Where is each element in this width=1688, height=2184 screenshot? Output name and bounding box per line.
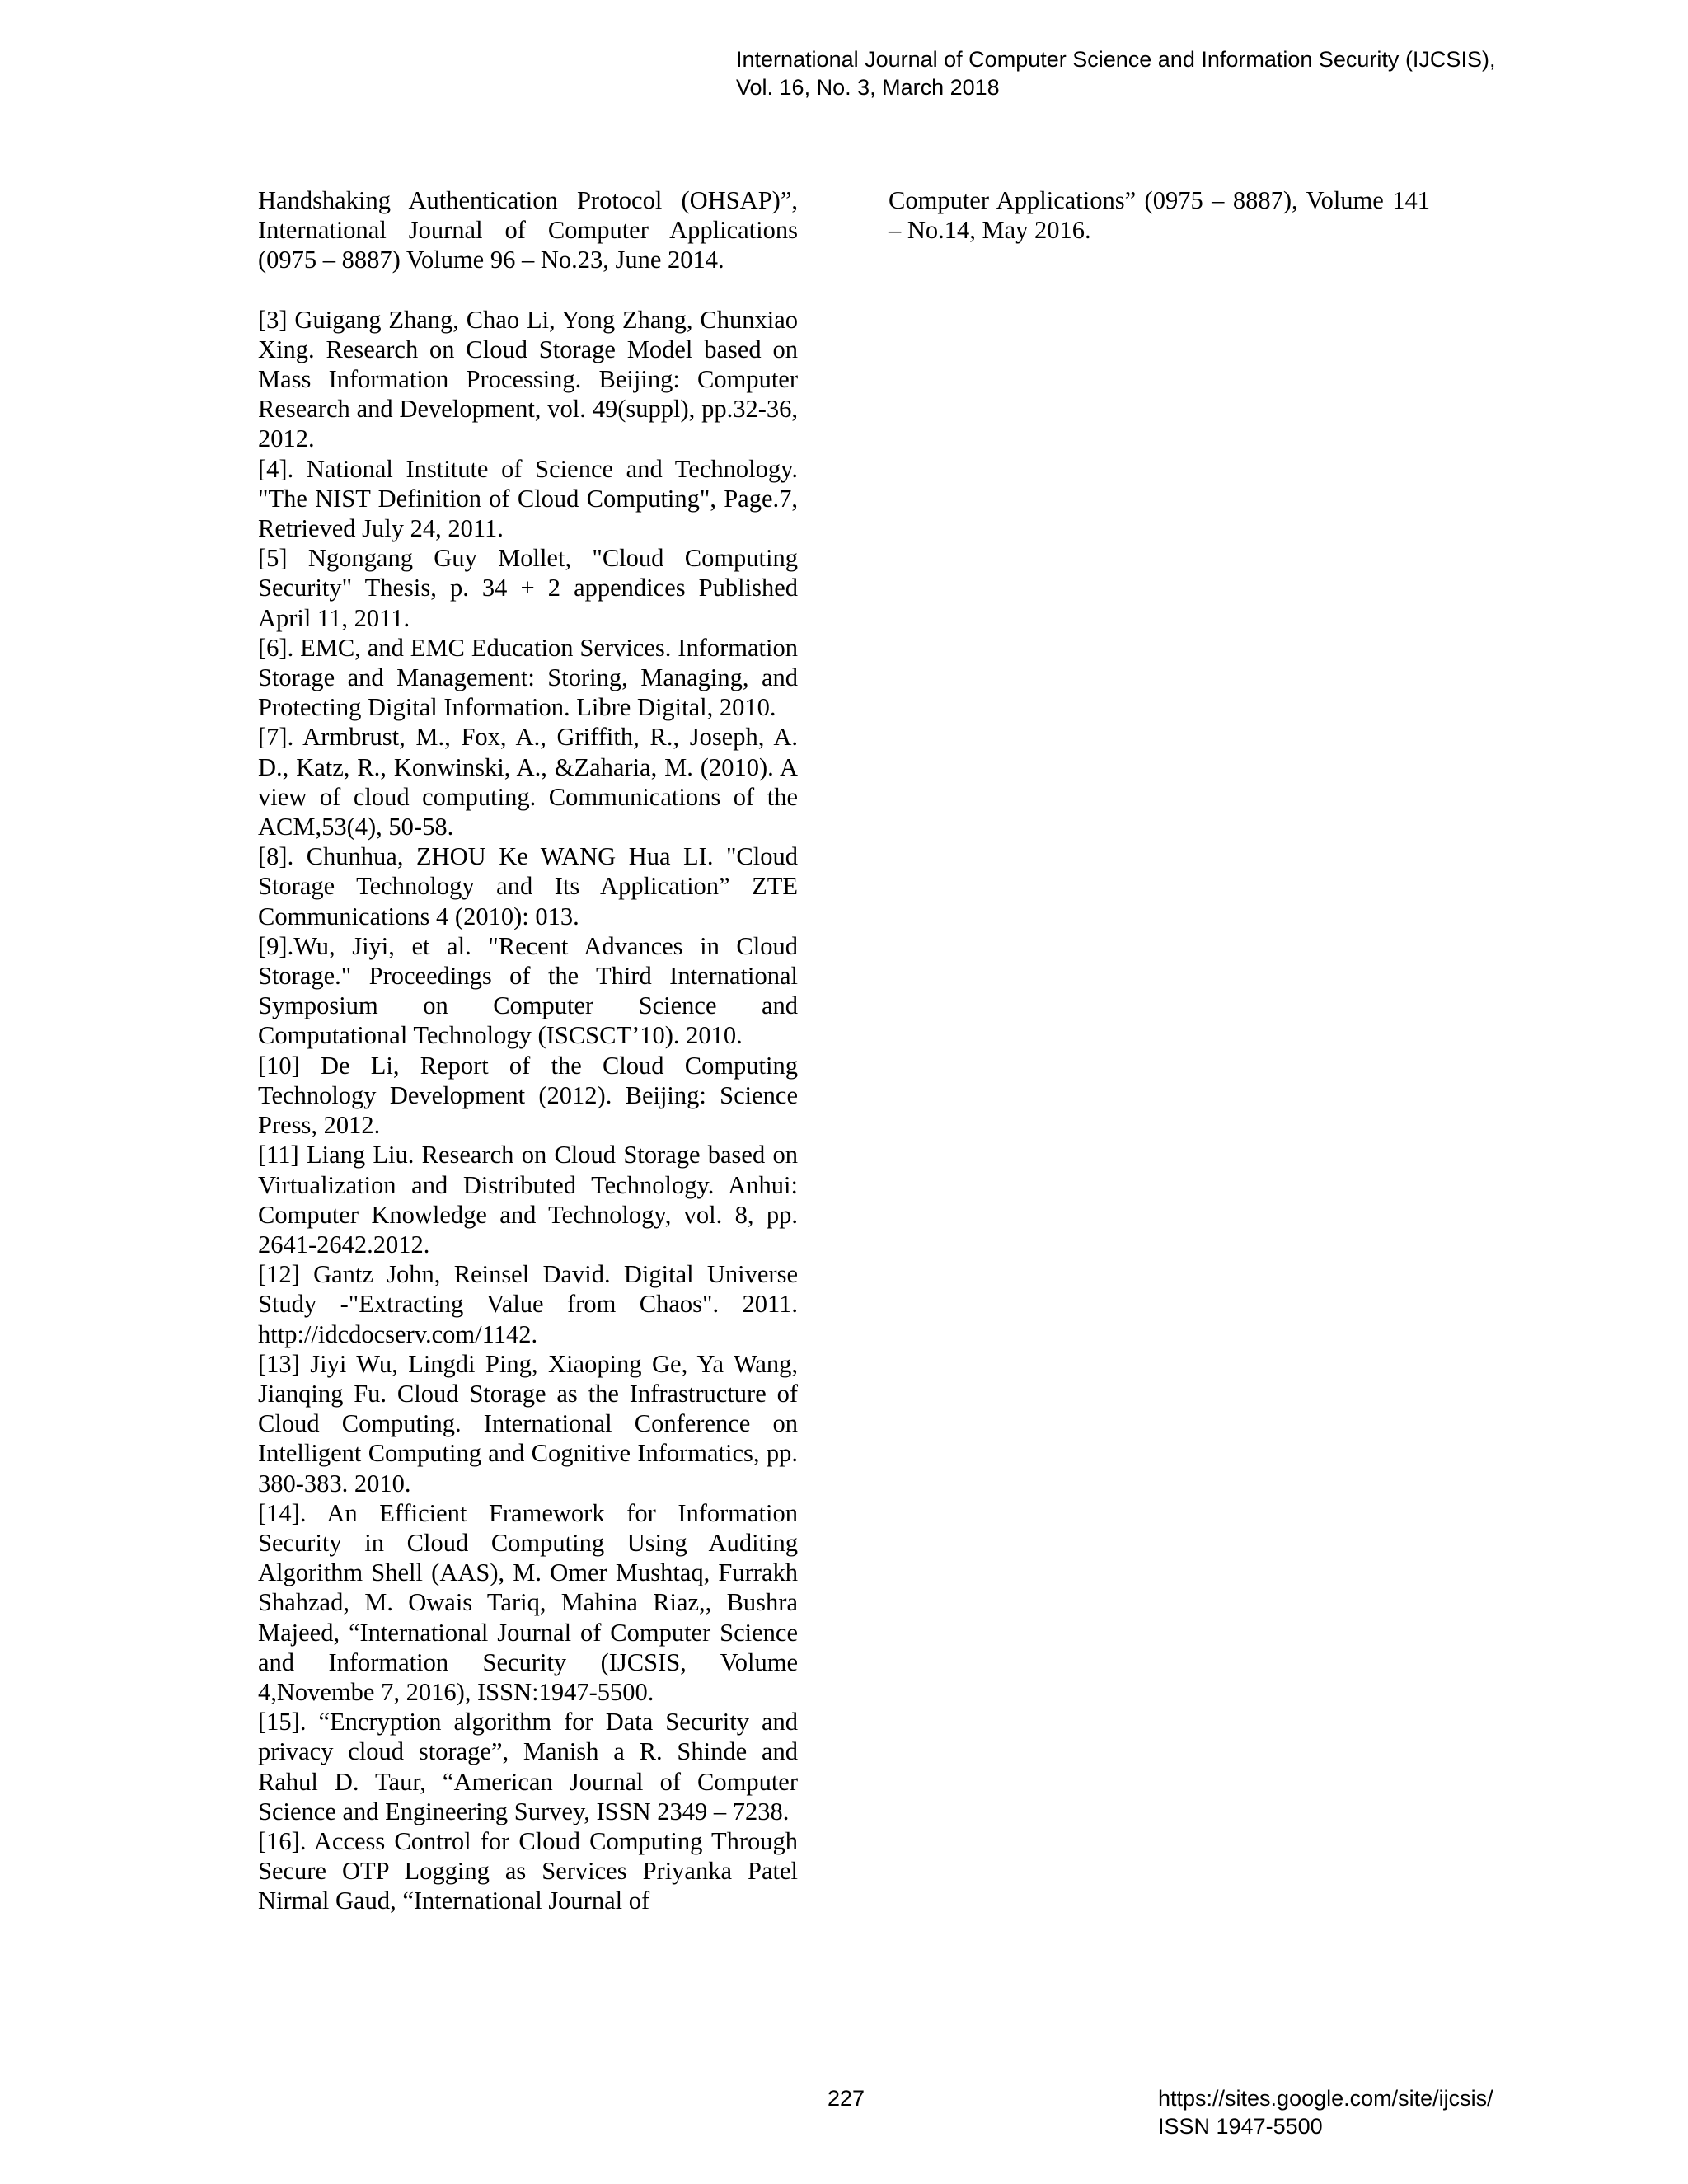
- page-number: 227: [828, 2086, 865, 2111]
- reference-8: [8]. Chunhua, ZHOU Ke WANG Hua LI. "Cloud Storage Technology and Its Application” ZTE Communications 4 (2010): 013.: [258, 842, 798, 930]
- journal-header: [736, 45, 1495, 101]
- reference-7: [7]. Armbrust, M., Fox, A., Griffith, R., Joseph, A. D., Katz, R., Konwinski, A., &Zaharia, M. (2010). A view of cloud computing. Communications of the ACM,53(4), 50-58.: [258, 723, 798, 841]
- journal-footer: [1158, 2084, 1493, 2140]
- reference-3: [3] Guigang Zhang, Chao Li, Yong Zhang, Chunxiao Xing. Research on Cloud Storage Model based on Mass Information Processing. Beijing: Computer Research and Development, vol. 49(suppl), pp.32-36, 2012.: [258, 305, 798, 453]
- reference-15: [15]. “Encryption algorithm for Data Security and privacy cloud storage”, Manish a R. Shinde and Rahul D. Taur, “American Journal of Computer Science and Engineering Survey, ISSN 2349 – 7238.: [258, 1708, 798, 1825]
- journal-header-line2: Vol. 16, No. 3, March 2018: [736, 75, 1000, 100]
- journal-url: https://sites.google.com/site/ijcsis/: [1158, 2086, 1493, 2111]
- right-column: [889, 185, 1430, 245]
- reference-9: [9].Wu, Jiyi, et al. "Recent Advances in Cloud Storage." Proceedings of the Third International Symposium on Computer Science and Computational Technology (ISCSCT’10). 2010.: [258, 931, 798, 1050]
- reference-12: [12] Gantz John, Reinsel David. Digital Universe Study -"Extracting Value from Chaos". 2011. http://idcdocserv.com/1142.: [258, 1260, 798, 1348]
- reference-continuation: Handshaking Authentication Protocol (OHSAP)”, International Journal of Computer Applications (0975 – 8887) Volume 96 – No.23, June 2014.: [258, 186, 798, 274]
- reference-11: [11] Liang Liu. Research on Cloud Storage based on Virtualization and Distributed Technology. Anhui: Computer Knowledge and Technology, vol. 8, pp. 2641-2642.2012.: [258, 1141, 798, 1258]
- reference-6: [6]. EMC, and EMC Education Services. Information Storage and Management: Storing, Managing, and Protecting Digital Information. Libre Digital, 2010.: [258, 633, 798, 722]
- reference-4: [4]. National Institute of Science and Technology. "The NIST Definition of Cloud Computing", Page.7, Retrieved July 24, 2011.: [258, 454, 798, 543]
- reference-13: [13] Jiyi Wu, Lingdi Ping, Xiaoping Ge, Ya Wang, Jianqing Fu. Cloud Storage as the Infrastructure of Cloud Computing. International Conference on Intelligent Computing and Cognitive Informatics, pp. 380-383. 2010.: [258, 1349, 798, 1497]
- reference-10: [10] De Li, Report of the Cloud Computing Technology Development (2012). Beijing: Science Press, 2012.: [258, 1051, 798, 1140]
- left-column: [258, 185, 798, 1916]
- reference-5: [5] Ngongang Guy Mollet, "Cloud Computing Security" Thesis, p. 34 + 2 appendices Published April 11, 2011.: [258, 544, 798, 632]
- journal-issn: ISSN 1947-5500: [1158, 2114, 1323, 2139]
- reference-14: [14]. An Efficient Framework for Information Security in Cloud Computing Using Auditing Algorithm Shell (AAS), M. Omer Mushtaq, Furrakh Shahzad, M. Owais Tariq, Mahina Riaz,, Bushra Majeed, “International Journal of Computer Science and Information Security (IJCSIS, Volume 4,Novembe 7, 2016), ISSN:1947-5500.: [258, 1498, 798, 1706]
- reference-16-continuation: Computer Applications” (0975 – 8887), Volume 141 – No.14, May 2016.: [889, 186, 1430, 245]
- reference-16: [16]. Access Control for Cloud Computing Through Secure OTP Logging as Services Priyanka Patel Nirmal Gaud, “International Journal of: [258, 1826, 798, 1915]
- journal-header-line1: International Journal of Computer Science and Information Security (IJCSIS),: [736, 47, 1496, 72]
